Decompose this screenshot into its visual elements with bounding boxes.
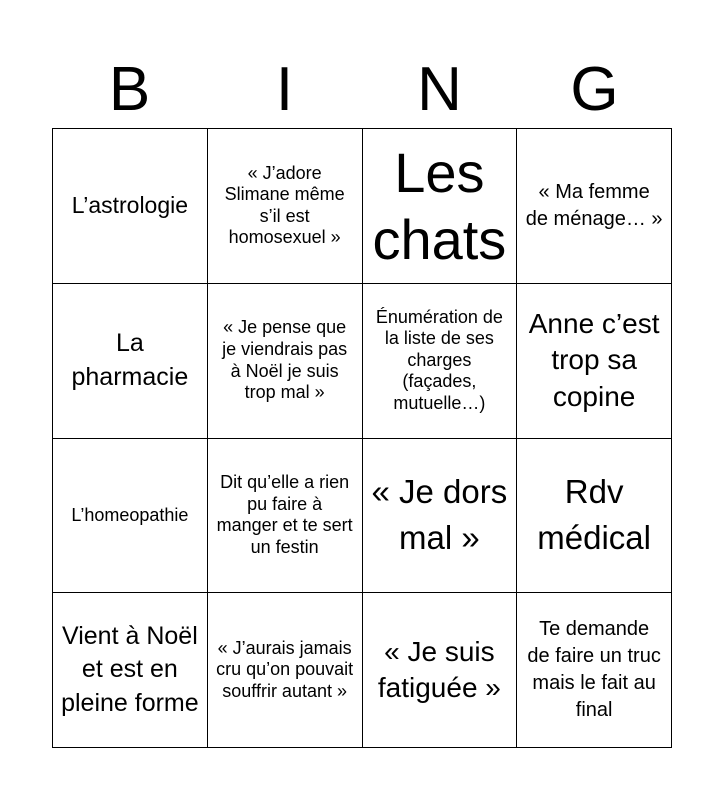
header-letter-b: B: [108, 55, 151, 124]
bingo-cell-text: « Je suis fatiguée »: [377, 635, 501, 704]
bingo-cell-text: « J’adore Slimane même s’il est homosexuel »: [224, 162, 345, 248]
bingo-cell-r1c3[interactable]: [363, 129, 518, 284]
bingo-card-grid: [52, 128, 672, 748]
bingo-cell-r2c2[interactable]: [208, 284, 363, 439]
bingo-cell-text: Énumération de la liste de ses charges (façades, mutuelle…): [375, 306, 503, 414]
bingo-cell-r4c4[interactable]: [517, 593, 672, 748]
bingo-header: [52, 52, 672, 128]
bingo-cell-r2c4[interactable]: [517, 284, 672, 439]
bingo-cell-text: Les chats: [372, 140, 507, 271]
bingo-cell-text: Anne c’est trop sa copine: [528, 308, 660, 412]
bingo-cell-text: « Je dors mal »: [371, 473, 508, 557]
bingo-cell-r1c2[interactable]: [208, 129, 363, 284]
bingo-cell-r2c1[interactable]: [53, 284, 208, 439]
bingo-cell-r4c3[interactable]: [363, 593, 518, 748]
header-letter-g: G: [570, 55, 619, 124]
bingo-cell-r1c1[interactable]: [53, 129, 208, 284]
bingo-cell-text: « Je pense que je viendrais pas à Noël je suis trop mal »: [222, 317, 348, 403]
bingo-cell-text: La pharmacie: [71, 328, 189, 391]
bingo-cell-r4c2[interactable]: [208, 593, 363, 748]
bingo-cell-r3c3[interactable]: [363, 439, 518, 594]
bingo-cell-r3c4[interactable]: [517, 439, 672, 594]
bingo-cell-r2c3[interactable]: [363, 284, 518, 439]
bingo-cell-text: L’homeopathie: [71, 504, 189, 525]
bingo-cell-text: Vient à Noël et est en pleine forme: [61, 621, 199, 717]
bingo-cell-r4c1[interactable]: [53, 593, 208, 748]
bingo-cell-text: Dit qu’elle a rien pu faire à manger et te sert un festin: [216, 472, 353, 557]
bingo-cell-text: « Ma femme de ménage… »: [525, 180, 663, 230]
bingo-cell-r3c2[interactable]: [208, 439, 363, 594]
bingo-cell-r1c4[interactable]: [517, 129, 672, 284]
bingo-cell-text: « J’aurais jamais cru qu’on pouvait souffrir autant »: [216, 637, 354, 701]
header-letter-i: I: [275, 55, 294, 124]
bingo-cell-text: Te demande de faire un truc mais le fait au final: [527, 618, 661, 722]
bingo-cell-text: Rdv médical: [537, 473, 651, 557]
bingo-cell-r3c1[interactable]: [53, 439, 208, 594]
bingo-cell-text: L’astrologie: [71, 191, 189, 218]
header-letter-n: N: [417, 55, 462, 124]
